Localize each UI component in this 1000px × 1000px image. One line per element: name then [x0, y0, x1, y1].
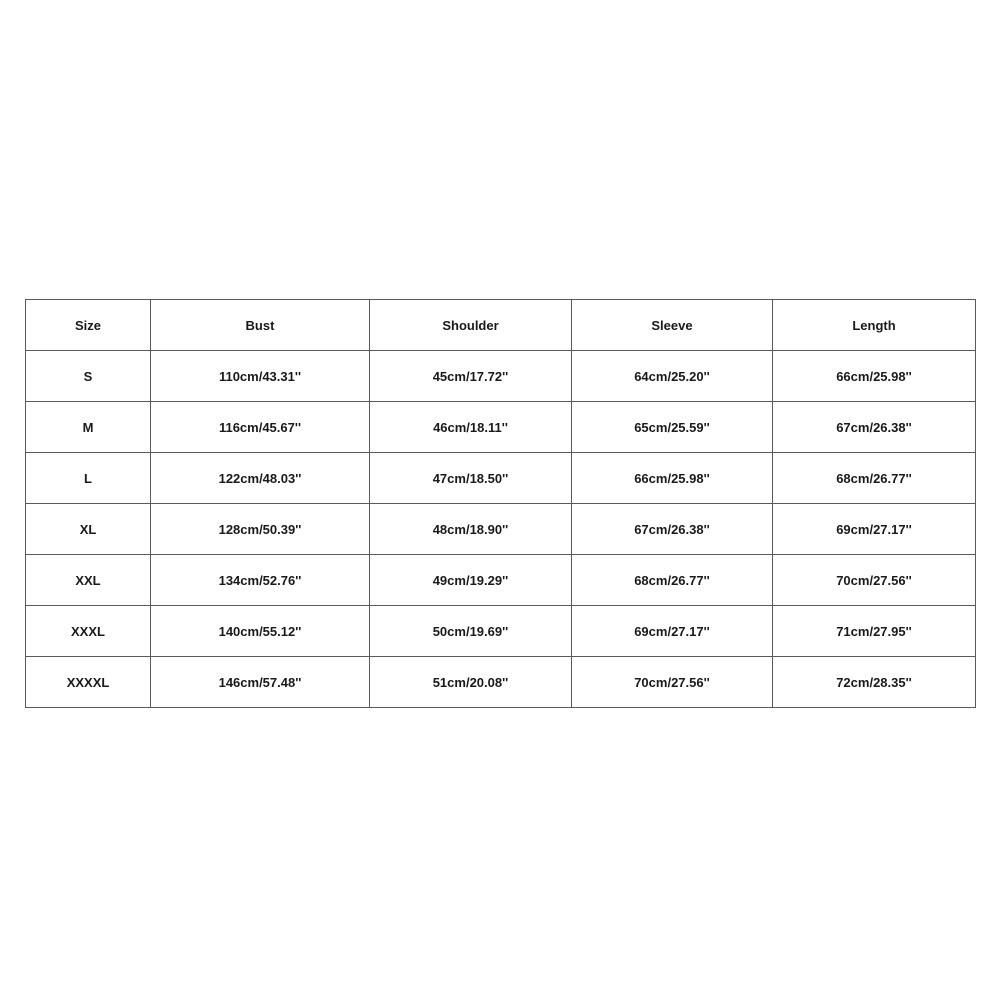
size-chart-table — [25, 299, 976, 708]
cell-shoulder: 49cm/19.29'' — [370, 555, 572, 606]
table-row — [26, 555, 976, 606]
cell-shoulder: 47cm/18.50'' — [370, 453, 572, 504]
cell-length: 69cm/27.17'' — [773, 504, 976, 555]
cell-sleeve: 66cm/25.98'' — [572, 453, 773, 504]
table-row — [26, 402, 976, 453]
header-row — [26, 300, 976, 351]
cell-size: XXL — [26, 555, 151, 606]
cell-shoulder: 46cm/18.11'' — [370, 402, 572, 453]
header-length: Length — [773, 300, 976, 351]
cell-bust: 122cm/48.03'' — [151, 453, 370, 504]
cell-size: XXXXL — [26, 657, 151, 708]
cell-sleeve: 69cm/27.17'' — [572, 606, 773, 657]
cell-shoulder: 51cm/20.08'' — [370, 657, 572, 708]
cell-shoulder: 50cm/19.69'' — [370, 606, 572, 657]
cell-sleeve: 67cm/26.38'' — [572, 504, 773, 555]
cell-sleeve: 64cm/25.20'' — [572, 351, 773, 402]
cell-bust: 128cm/50.39'' — [151, 504, 370, 555]
cell-bust: 146cm/57.48'' — [151, 657, 370, 708]
cell-length: 72cm/28.35'' — [773, 657, 976, 708]
cell-size: L — [26, 453, 151, 504]
cell-bust: 116cm/45.67'' — [151, 402, 370, 453]
cell-size: XL — [26, 504, 151, 555]
cell-shoulder: 45cm/17.72'' — [370, 351, 572, 402]
cell-sleeve: 65cm/25.59'' — [572, 402, 773, 453]
cell-length: 68cm/26.77'' — [773, 453, 976, 504]
table-row — [26, 657, 976, 708]
header-size: Size — [26, 300, 151, 351]
table-row — [26, 453, 976, 504]
table-row — [26, 504, 976, 555]
header-bust: Bust — [151, 300, 370, 351]
cell-length: 71cm/27.95'' — [773, 606, 976, 657]
cell-bust: 134cm/52.76'' — [151, 555, 370, 606]
cell-bust: 110cm/43.31'' — [151, 351, 370, 402]
header-shoulder: Shoulder — [370, 300, 572, 351]
cell-size: M — [26, 402, 151, 453]
cell-shoulder: 48cm/18.90'' — [370, 504, 572, 555]
cell-bust: 140cm/55.12'' — [151, 606, 370, 657]
header-sleeve: Sleeve — [572, 300, 773, 351]
cell-sleeve: 70cm/27.56'' — [572, 657, 773, 708]
cell-length: 66cm/25.98'' — [773, 351, 976, 402]
cell-size: S — [26, 351, 151, 402]
cell-size: XXXL — [26, 606, 151, 657]
table-row — [26, 606, 976, 657]
cell-length: 67cm/26.38'' — [773, 402, 976, 453]
cell-sleeve: 68cm/26.77'' — [572, 555, 773, 606]
cell-length: 70cm/27.56'' — [773, 555, 976, 606]
table-row — [26, 351, 976, 402]
